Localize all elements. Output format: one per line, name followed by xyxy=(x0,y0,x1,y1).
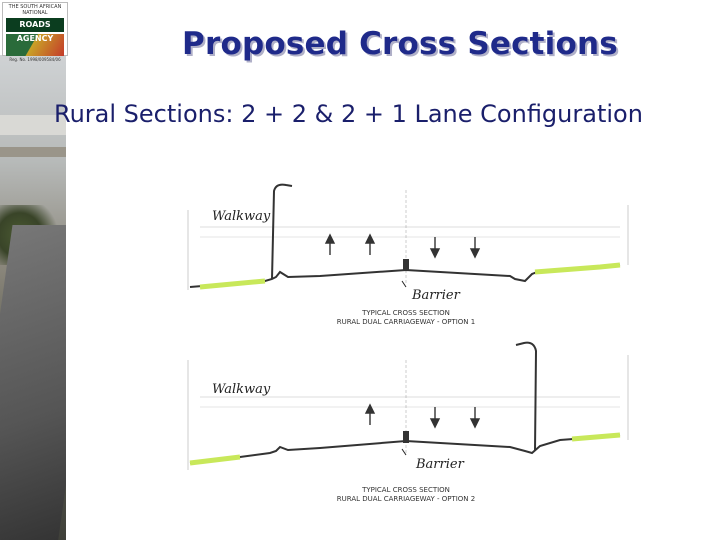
barrier-pointer xyxy=(402,281,406,287)
logo-reg-text: Reg. No. 1998/009584/06 xyxy=(9,57,61,62)
cross-section-option-2 xyxy=(188,343,628,503)
caption-line-2: RURAL DUAL CARRIAGEWAY - OPTION 2 xyxy=(336,495,476,503)
slide-subtitle: Rural Sections: 2 + 2 & 2 + 1 Lane Configuration xyxy=(54,100,643,128)
lane-arrows xyxy=(366,405,479,427)
median-barrier xyxy=(403,431,409,443)
caption-line-1: TYPICAL CROSS SECTION xyxy=(362,309,450,317)
verge-right xyxy=(535,265,620,272)
logo-band-text: ROADS AGENCY xyxy=(6,18,64,32)
verge-right xyxy=(572,435,620,439)
bridge-deck-shadow xyxy=(0,147,66,157)
verge-left xyxy=(200,281,265,287)
slide-title: Proposed Cross Sections xyxy=(182,26,618,62)
street-light xyxy=(272,185,292,279)
logo-top-text: THE SOUTH AFRICAN NATIONAL xyxy=(8,4,62,16)
median-barrier xyxy=(403,259,409,271)
barrier-pointer xyxy=(402,449,406,455)
barrier-label: Barrier xyxy=(416,457,464,472)
caption-line-1: TYPICAL CROSS SECTION xyxy=(362,486,450,494)
walkway-label: Walkway xyxy=(212,382,271,397)
walkway-label: Walkway xyxy=(212,209,271,224)
highway-road xyxy=(0,225,66,540)
barrier-label: Barrier xyxy=(412,288,460,303)
lane-arrows xyxy=(326,235,479,257)
caption-line-2: RURAL DUAL CARRIAGEWAY - OPTION 1 xyxy=(336,318,476,326)
sanral-logo xyxy=(2,2,68,62)
cross-section-drawings xyxy=(180,155,640,505)
cross-section-option-1 xyxy=(188,185,628,326)
verge-left xyxy=(190,457,240,463)
